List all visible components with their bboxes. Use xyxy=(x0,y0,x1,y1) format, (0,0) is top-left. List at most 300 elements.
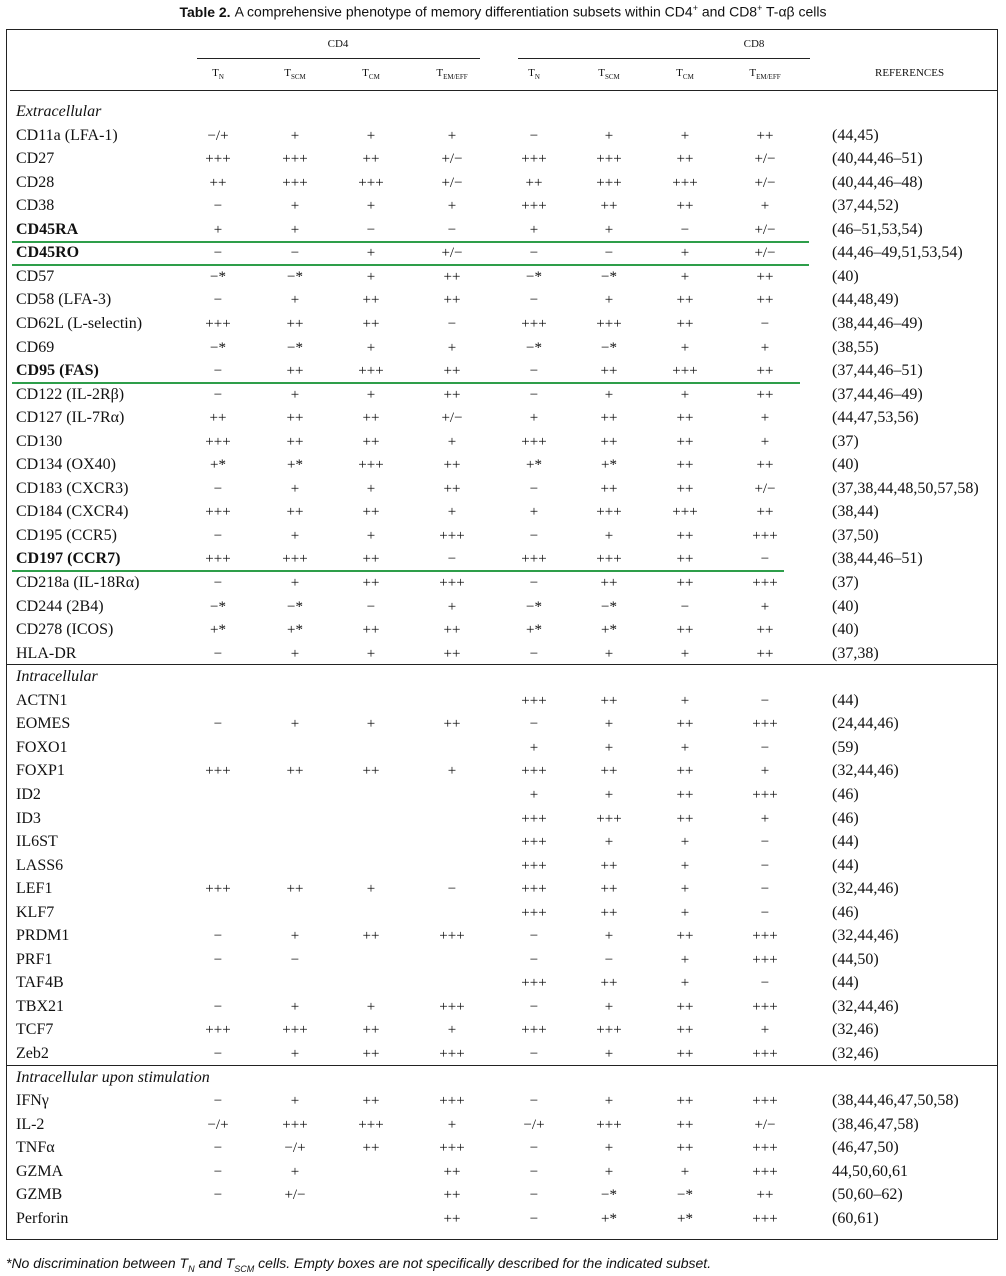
row-reference: (38,46,47,58) xyxy=(832,1115,919,1133)
row-reference: (37) xyxy=(832,432,859,450)
row-marker: CD58 (LFA-3) xyxy=(16,291,112,309)
row-cell: +/− xyxy=(754,245,776,262)
row-cell: + xyxy=(760,763,770,780)
row-cell: ++ xyxy=(443,480,461,497)
row-cell: ++ xyxy=(443,457,461,474)
row-cell: ++ xyxy=(600,433,618,450)
row-cell: − xyxy=(366,221,376,238)
row-cell: +++ xyxy=(439,1140,465,1157)
row-cell: +* xyxy=(601,1210,617,1227)
row-cell: −* xyxy=(601,268,617,285)
row-cell: + xyxy=(366,480,376,497)
row-marker: ID3 xyxy=(16,809,41,827)
row-cell: + xyxy=(760,198,770,215)
row-cell: − xyxy=(680,221,690,238)
row-cell: +* xyxy=(601,622,617,639)
section-title: Intracellular upon stimulation xyxy=(16,1068,210,1086)
row-cell: ++ xyxy=(676,410,694,427)
row-cell: +++ xyxy=(521,763,547,780)
row-cell: +++ xyxy=(752,1093,778,1110)
row-cell: + xyxy=(290,480,300,497)
row-cell: − xyxy=(529,645,539,662)
row-reference: (32,44,46) xyxy=(832,997,899,1015)
row-cell: −* xyxy=(526,598,542,615)
row-cell: ++ xyxy=(443,292,461,309)
row-cell: ++ xyxy=(443,363,461,380)
row-cell: ++ xyxy=(443,716,461,733)
section-rule xyxy=(6,1065,998,1066)
row-cell: + xyxy=(680,127,690,144)
row-marker: CD57 xyxy=(16,267,55,285)
row-cell: ++ xyxy=(756,292,774,309)
row-marker: PRDM1 xyxy=(16,927,70,945)
row-cell: + xyxy=(447,198,457,215)
row-cell: ++ xyxy=(209,174,227,191)
row-cell: ++ xyxy=(600,575,618,591)
row-cell: +++ xyxy=(596,1022,622,1039)
row-cell: ++ xyxy=(676,315,694,332)
row-cell: ++ xyxy=(286,315,304,332)
row-cell: − xyxy=(529,716,539,733)
row-marker: Perforin xyxy=(16,1209,69,1227)
row-cell: − xyxy=(529,1140,539,1157)
row-cell: + xyxy=(680,645,690,662)
row-cell: +++ xyxy=(672,363,698,380)
row-cell: + xyxy=(760,1022,770,1039)
table-label: Table 2. xyxy=(179,3,231,20)
row-reference: 44,50,60,61 xyxy=(832,1162,908,1180)
row-cell: + xyxy=(604,1046,614,1062)
row-marker: IL-2 xyxy=(16,1115,45,1133)
row-cell: + xyxy=(680,1163,690,1180)
row-cell: ++ xyxy=(209,410,227,427)
row-cell: ++ xyxy=(676,716,694,733)
row-cell: +++ xyxy=(358,457,384,474)
row-cell: ++ xyxy=(676,433,694,450)
row-reference: (46–51,53,54) xyxy=(832,220,923,238)
row-reference: (40) xyxy=(832,456,859,474)
row-reference: (32,44,46) xyxy=(832,927,899,945)
row-cell: + xyxy=(760,339,770,356)
row-cell: ++ xyxy=(756,504,774,521)
subset-header: $T_{EM/EFF}$ xyxy=(436,67,468,82)
row-reference: (38,44,46–51) xyxy=(832,550,923,568)
row-cell: ++ xyxy=(362,1022,380,1039)
group-header-cd8: CD8 xyxy=(743,38,765,50)
row-marker: CD69 xyxy=(16,338,55,356)
row-reference: (37,44,46–51) xyxy=(832,362,923,380)
table-caption: Table 2. A comprehensive phenotype of memory differentiation subsets within CD4+ and CD8+ T-αβ cells xyxy=(179,3,827,20)
row-reference: (44,48,49) xyxy=(832,291,899,309)
row-cell: + xyxy=(290,645,300,662)
row-cell: ++ xyxy=(443,268,461,285)
row-cell: +++ xyxy=(752,1210,778,1227)
subset-header: $T_{SCM}$ xyxy=(284,67,306,82)
row-cell: +++ xyxy=(596,315,622,332)
row-cell: +++ xyxy=(205,315,231,332)
row-cell: + xyxy=(366,268,376,285)
row-cell: + xyxy=(290,198,300,215)
row-cell: − xyxy=(213,716,223,733)
row-cell: +++ xyxy=(439,575,465,591)
row-cell: + xyxy=(447,504,457,521)
row-cell: +++ xyxy=(282,151,308,168)
row-cell: +/− xyxy=(441,410,463,427)
row-cell: + xyxy=(604,527,614,544)
row-marker: CD218a (IL-18Rα) xyxy=(16,574,140,591)
row-cell: +++ xyxy=(282,1022,308,1039)
row-cell: +++ xyxy=(596,174,622,191)
row-cell: +/− xyxy=(441,151,463,168)
row-cell: − xyxy=(529,951,539,968)
row-marker: TBX21 xyxy=(16,997,64,1015)
row-cell: ++ xyxy=(362,622,380,639)
row-cell: +++ xyxy=(596,810,622,827)
row-cell: − xyxy=(447,221,457,238)
row-cell: +++ xyxy=(752,951,778,968)
row-reference: (44) xyxy=(832,974,859,992)
row-cell: + xyxy=(604,1163,614,1180)
row-cell: +/− xyxy=(754,151,776,168)
row-cell: + xyxy=(290,928,300,945)
row-reference: (24,44,46) xyxy=(832,715,899,733)
row-cell: + xyxy=(290,292,300,309)
row-cell: + xyxy=(604,221,614,238)
row-cell: − xyxy=(447,551,457,568)
row-cell: +++ xyxy=(521,834,547,851)
row-cell: + xyxy=(604,786,614,803)
row-cell: + xyxy=(604,292,614,309)
row-cell: ++ xyxy=(362,928,380,945)
row-cell: − xyxy=(529,1210,539,1227)
row-cell: + xyxy=(366,245,376,262)
row-reference: (46) xyxy=(832,809,859,827)
row-cell: + xyxy=(680,904,690,921)
row-cell: + xyxy=(290,127,300,144)
row-cell: + xyxy=(760,810,770,827)
row-cell: + xyxy=(447,1116,457,1133)
row-cell: ++ xyxy=(676,480,694,497)
row-cell: ++ xyxy=(362,1046,380,1062)
row-reference: (44,45) xyxy=(832,126,879,144)
row-cell: + xyxy=(290,575,300,591)
row-cell: − xyxy=(213,1163,223,1180)
row-marker: Zeb2 xyxy=(16,1045,49,1062)
row-cell: ++ xyxy=(362,433,380,450)
row-cell: + xyxy=(760,433,770,450)
row-cell: ++ xyxy=(362,1140,380,1157)
row-cell: + xyxy=(680,857,690,874)
section-title: Intracellular xyxy=(16,668,98,686)
row-marker: ACTN1 xyxy=(16,691,68,709)
row-cell: − xyxy=(213,292,223,309)
row-marker: CD195 (CCR5) xyxy=(16,526,117,544)
row-cell: − xyxy=(529,363,539,380)
row-cell: ++ xyxy=(600,857,618,874)
row-cell: ++ xyxy=(443,1163,461,1180)
row-marker: CD45RA xyxy=(16,220,79,238)
row-cell: − xyxy=(213,480,223,497)
row-reference: (40,44,46–51) xyxy=(832,150,923,168)
row-reference: (37,38,44,48,50,57,58) xyxy=(832,479,979,497)
header-rule xyxy=(10,90,998,91)
row-cell: + xyxy=(366,386,376,403)
row-cell: + xyxy=(447,127,457,144)
row-cell: + xyxy=(366,998,376,1015)
row-cell: − xyxy=(529,480,539,497)
row-marker: CD244 (2B4) xyxy=(16,597,104,615)
row-cell: − xyxy=(213,645,223,662)
row-cell: + xyxy=(680,339,690,356)
row-cell: + xyxy=(290,716,300,733)
row-cell: ++ xyxy=(600,480,618,497)
row-cell: + xyxy=(604,998,614,1015)
row-reference: (32,44,46) xyxy=(832,762,899,780)
row-cell: +++ xyxy=(521,315,547,332)
row-cell: − xyxy=(529,1046,539,1062)
row-cell: − xyxy=(447,881,457,898)
highlight-line xyxy=(12,241,809,243)
row-cell: + xyxy=(366,127,376,144)
row-marker: CD122 (IL-2Rβ) xyxy=(16,385,125,403)
row-cell: ++ xyxy=(756,127,774,144)
row-cell: + xyxy=(529,739,539,756)
row-cell: +++ xyxy=(752,1163,778,1180)
row-marker: CD278 (ICOS) xyxy=(16,621,114,639)
row-cell: +++ xyxy=(521,433,547,450)
row-cell: + xyxy=(290,386,300,403)
row-cell: +++ xyxy=(596,551,622,568)
row-marker: CD28 xyxy=(16,173,55,191)
row-cell: − xyxy=(760,857,770,874)
row-cell: + xyxy=(447,598,457,615)
row-cell: +* xyxy=(601,457,617,474)
row-cell: + xyxy=(680,692,690,709)
row-cell: +++ xyxy=(521,904,547,921)
row-reference: (38,44,46–49) xyxy=(832,314,923,332)
row-cell: + xyxy=(447,339,457,356)
row-reference: (40) xyxy=(832,621,859,639)
row-cell: − xyxy=(447,315,457,332)
row-marker: TAF4B xyxy=(16,974,64,992)
row-marker: CD62L (L-selectin) xyxy=(16,314,143,332)
row-cell: +* xyxy=(210,622,226,639)
row-cell: ++ xyxy=(362,575,380,591)
row-cell: + xyxy=(680,975,690,992)
row-cell: − xyxy=(213,363,223,380)
row-cell: ++ xyxy=(362,504,380,521)
row-reference: (44) xyxy=(832,833,859,851)
row-cell: +++ xyxy=(752,998,778,1015)
row-cell: + xyxy=(529,786,539,803)
row-cell: − xyxy=(760,881,770,898)
row-cell: + xyxy=(366,716,376,733)
row-cell: +* xyxy=(526,457,542,474)
row-cell: +++ xyxy=(672,504,698,521)
row-cell: + xyxy=(680,268,690,285)
row-cell: − xyxy=(529,1187,539,1204)
row-cell: +++ xyxy=(752,1046,778,1062)
row-cell: ++ xyxy=(676,551,694,568)
row-cell: ++ xyxy=(756,1187,774,1204)
row-cell: ++ xyxy=(676,810,694,827)
row-cell: − xyxy=(529,292,539,309)
row-cell: ++ xyxy=(676,198,694,215)
row-marker: CD11a (LFA-1) xyxy=(16,126,118,144)
row-reference: (32,44,46) xyxy=(832,880,899,898)
row-marker: CD45RO xyxy=(16,244,80,262)
references-header: REFERENCES xyxy=(875,67,945,79)
row-cell: − xyxy=(760,904,770,921)
row-reference: (32,46) xyxy=(832,1021,879,1039)
group-rule-cd4 xyxy=(197,58,480,59)
row-cell: +++ xyxy=(521,975,547,992)
row-reference: (37,44,46–49) xyxy=(832,385,923,403)
row-reference: (38,55) xyxy=(832,338,879,356)
row-cell: − xyxy=(604,245,614,262)
row-cell: − xyxy=(529,1093,539,1110)
row-cell: + xyxy=(529,504,539,521)
subset-header: $T_{EM/EFF}$ xyxy=(749,67,781,82)
row-cell: − xyxy=(760,739,770,756)
row-cell: ++ xyxy=(756,268,774,285)
row-cell: +++ xyxy=(282,551,308,568)
row-cell: +++ xyxy=(752,575,778,591)
row-cell: +* xyxy=(287,457,303,474)
row-reference: (40) xyxy=(832,597,859,615)
row-marker: CD127 (IL-7Rα) xyxy=(16,409,125,427)
row-marker: IFNγ xyxy=(16,1092,49,1110)
row-cell: − xyxy=(213,998,223,1015)
row-cell: − xyxy=(213,1140,223,1157)
row-cell: + xyxy=(366,339,376,356)
row-cell: ++ xyxy=(676,763,694,780)
row-marker: CD184 (CXCR4) xyxy=(16,503,129,521)
row-cell: +++ xyxy=(439,998,465,1015)
row-cell: −* xyxy=(287,339,303,356)
row-cell: −* xyxy=(601,339,617,356)
row-cell: ++ xyxy=(600,975,618,992)
row-cell: ++ xyxy=(286,410,304,427)
row-cell: − xyxy=(529,386,539,403)
row-cell: +++ xyxy=(521,692,547,709)
row-marker: CD95 (FAS) xyxy=(16,362,99,380)
row-cell: ++ xyxy=(286,763,304,780)
row-cell: +++ xyxy=(439,928,465,945)
row-cell: +++ xyxy=(521,881,547,898)
row-cell: +/− xyxy=(754,221,776,238)
row-cell: + xyxy=(447,1022,457,1039)
row-cell: ++ xyxy=(443,1187,461,1204)
row-reference: (44) xyxy=(832,856,859,874)
row-cell: +++ xyxy=(205,504,231,521)
row-cell: +/− xyxy=(441,174,463,191)
row-cell: + xyxy=(680,834,690,851)
row-cell: +/− xyxy=(284,1187,306,1204)
row-cell: − xyxy=(213,527,223,544)
row-cell: ++ xyxy=(676,457,694,474)
row-cell: − xyxy=(760,975,770,992)
row-cell: +++ xyxy=(521,857,547,874)
row-cell: +++ xyxy=(205,433,231,450)
row-reference: (44,46–49,51,53,54) xyxy=(832,244,963,262)
row-cell: + xyxy=(290,221,300,238)
row-marker: GZMA xyxy=(16,1162,64,1180)
row-cell: − xyxy=(213,245,223,262)
row-cell: +++ xyxy=(752,1140,778,1157)
row-cell: ++ xyxy=(362,151,380,168)
row-cell: + xyxy=(290,1046,300,1062)
row-cell: −/+ xyxy=(523,1116,545,1133)
row-cell: −* xyxy=(210,598,226,615)
row-cell: −/+ xyxy=(284,1140,306,1157)
row-cell: +++ xyxy=(205,551,231,568)
row-cell: +* xyxy=(210,457,226,474)
row-cell: + xyxy=(529,410,539,427)
row-reference: (38,44,46,47,50,58) xyxy=(832,1092,959,1110)
row-cell: − xyxy=(213,386,223,403)
row-cell: ++ xyxy=(600,904,618,921)
subset-header: $T_N$ xyxy=(212,67,224,82)
row-cell: ++ xyxy=(676,1116,694,1133)
row-marker: EOMES xyxy=(16,715,71,733)
row-reference: (46) xyxy=(832,903,859,921)
row-marker: CD197 (CCR7) xyxy=(16,550,121,568)
row-cell: ++ xyxy=(600,763,618,780)
row-cell: − xyxy=(213,575,223,591)
row-cell: +/− xyxy=(754,174,776,191)
row-cell: ++ xyxy=(286,363,304,380)
row-reference: (59) xyxy=(832,738,859,756)
row-cell: +++ xyxy=(205,1022,231,1039)
row-cell: −* xyxy=(210,268,226,285)
row-marker: GZMB xyxy=(16,1186,63,1204)
row-reference: (32,46) xyxy=(832,1045,879,1062)
row-cell: − xyxy=(213,1093,223,1110)
row-reference: (37,50) xyxy=(832,526,879,544)
row-cell: + xyxy=(604,739,614,756)
row-cell: − xyxy=(213,1046,223,1062)
row-cell: ++ xyxy=(676,1046,694,1062)
row-cell: ++ xyxy=(676,928,694,945)
row-cell: +/− xyxy=(754,480,776,497)
row-cell: ++ xyxy=(676,527,694,544)
row-marker: FOXO1 xyxy=(16,738,68,756)
group-rule-cd8 xyxy=(518,58,810,59)
row-cell: +* xyxy=(287,622,303,639)
row-marker: KLF7 xyxy=(16,903,55,921)
row-cell: ++ xyxy=(362,315,380,332)
row-marker: CD27 xyxy=(16,150,55,168)
row-cell: ++ xyxy=(676,1093,694,1110)
subset-header: $T_{SCM}$ xyxy=(598,67,620,82)
row-cell: ++ xyxy=(756,645,774,662)
row-cell: +++ xyxy=(521,1022,547,1039)
row-cell: ++ xyxy=(600,363,618,380)
row-cell: + xyxy=(604,928,614,945)
row-reference: (46,47,50) xyxy=(832,1139,899,1157)
row-cell: ++ xyxy=(286,433,304,450)
row-reference: (40) xyxy=(832,267,859,285)
row-reference: (46) xyxy=(832,785,859,803)
subset-header: $T_{CM}$ xyxy=(676,67,694,82)
row-cell: − xyxy=(213,951,223,968)
row-marker: LEF1 xyxy=(16,880,53,898)
row-cell: +++ xyxy=(521,151,547,168)
row-cell: − xyxy=(366,598,376,615)
row-cell: +++ xyxy=(752,527,778,544)
section-title: Extracellular xyxy=(16,103,102,120)
